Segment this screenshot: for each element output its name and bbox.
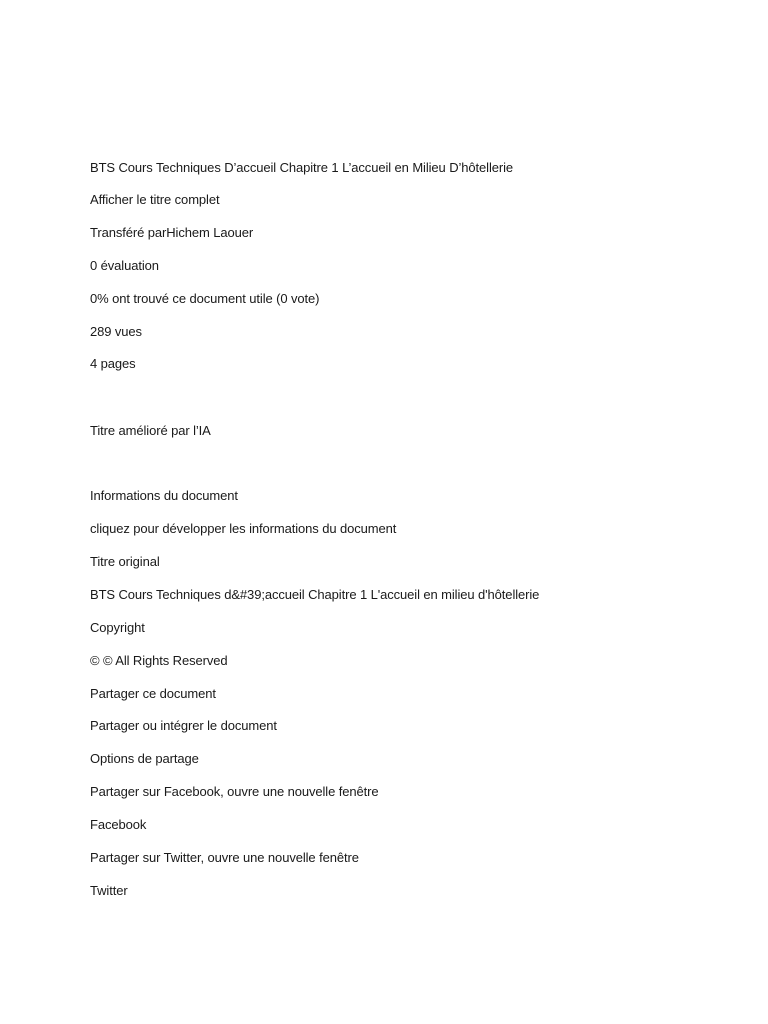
share-heading: Partager ce document	[90, 686, 216, 701]
copyright-label: Copyright	[90, 620, 145, 635]
ai-title-label: Titre amélioré par l’IA	[90, 423, 211, 438]
views-count: 289 vues	[90, 324, 142, 339]
twitter-label[interactable]: Twitter	[90, 883, 128, 898]
document-info-heading: Informations du document	[90, 488, 238, 503]
share-embed-button[interactable]: Partager ou intégrer le document	[90, 718, 277, 733]
copyright-text: © © All Rights Reserved	[90, 653, 228, 668]
show-full-title-link[interactable]: Afficher le titre complet	[90, 192, 220, 207]
rating-text: 0 évaluation	[90, 258, 159, 273]
share-options-label: Options de partage	[90, 751, 199, 766]
share-twitter-link[interactable]: Partager sur Twitter, ouvre une nouvelle fenêtre	[90, 850, 359, 865]
facebook-label[interactable]: Facebook	[90, 817, 147, 832]
expand-info-button[interactable]: cliquez pour développer les informations du document	[90, 521, 397, 536]
original-title: BTS Cours Techniques d&#39;accueil Chapitre 1 L'accueil en milieu d'hôtellerie	[90, 587, 540, 602]
pages-count: 4 pages	[90, 356, 136, 371]
uploader-text[interactable]: Transféré parHichem Laouer	[90, 225, 254, 240]
useful-text: 0% ont trouvé ce document utile (0 vote)	[90, 291, 320, 306]
share-facebook-link[interactable]: Partager sur Facebook, ouvre une nouvelle fenêtre	[90, 784, 379, 799]
original-title-label: Titre original	[90, 554, 160, 569]
document-title: BTS Cours Techniques D’accueil Chapitre 1 L’accueil en Milieu D’hôtellerie	[90, 160, 514, 175]
